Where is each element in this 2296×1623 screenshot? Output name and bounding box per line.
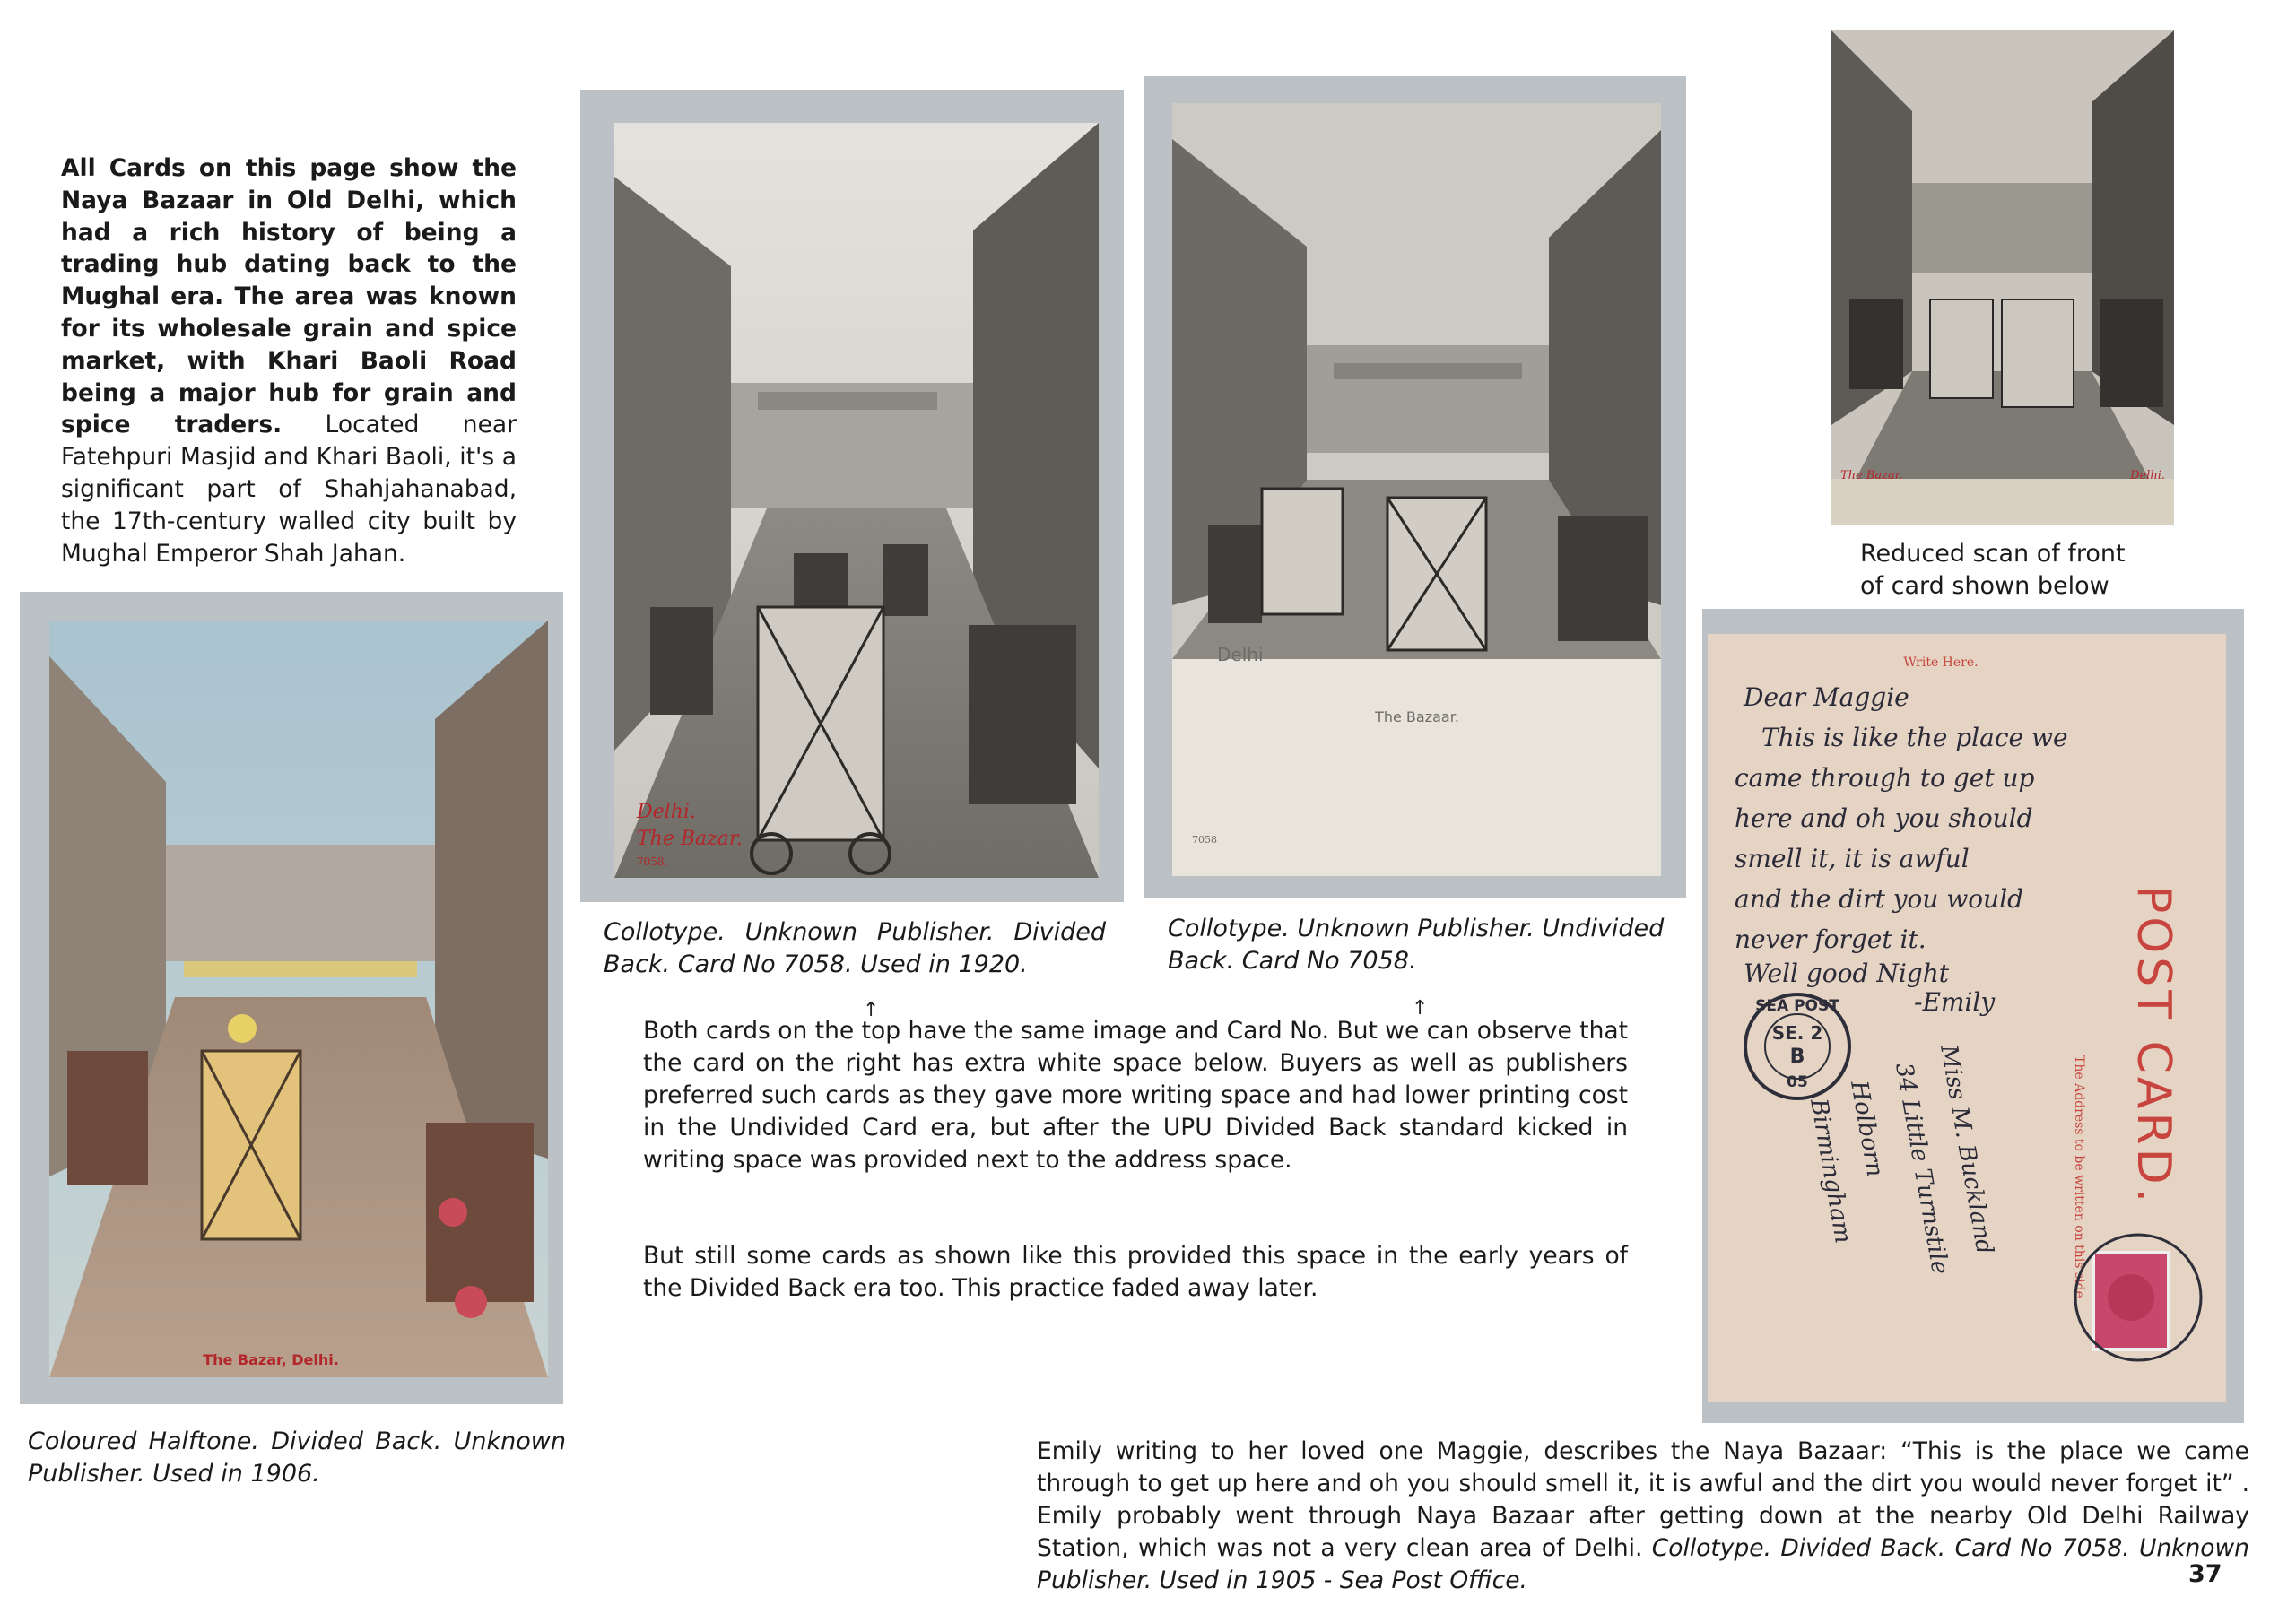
message-line-7: never forget it. bbox=[1735, 924, 1926, 954]
card2-number: 7058 bbox=[1192, 834, 1217, 846]
card1-caption-bottom: The Bazar. bbox=[637, 828, 743, 850]
postcard-back-illustration bbox=[1708, 634, 2226, 1402]
message-line-8: Well good Night bbox=[1744, 959, 1950, 988]
card3-caption-left: The Bazar. bbox=[1840, 469, 1903, 482]
arrow-up-icon-left: ↑ bbox=[863, 999, 880, 1021]
explanation-paragraph-2: But still some cards as shown like this provided this space in the early years of the Divided Back era too. This practice faded away later. bbox=[643, 1242, 1628, 1302]
card3-description: Reduced scan of front of card shown below bbox=[1860, 540, 2126, 600]
card2-description: Collotype. Unknown Publisher. Undivided Back. Card No 7058. bbox=[1168, 915, 1665, 975]
intro-paragraph bbox=[61, 152, 517, 569]
message-line-9: -Emily bbox=[1914, 987, 1996, 1017]
address-line-4: Birmingham bbox=[1805, 1097, 1857, 1245]
card2-street-illustration bbox=[1172, 103, 1661, 876]
card1-photo bbox=[614, 123, 1099, 878]
bottom-paragraph-italic: Collotype. Divided Back. Card No 7058. Unknown Publisher. Used in 1905 - Sea Post Office. bbox=[1037, 1534, 2249, 1594]
message-line-2: This is like the place we bbox=[1761, 723, 2068, 752]
card3-street-illustration bbox=[1831, 30, 2174, 525]
card4-street-illustration bbox=[49, 621, 548, 1377]
intro-bold-text: All Cards on this page show the Naya Bazaar in Old Delhi, which had a rich history of being a trading hub dating back to the Mughal era. The area was known for its wholesale grain and spice market, with Khari Baoli Road being a major hub for grain and spice traders. bbox=[61, 154, 517, 439]
card1-caption-top: Delhi. bbox=[637, 801, 696, 823]
card3-photo bbox=[1831, 30, 2174, 525]
explanation-paragraph-1: Both cards on the top have the same image and Card No. But we can observe that the card on the right has extra white space below. Buyers as well as publishers preferred such cards as they gave more writing space and had lower printing cost in the Undivided Card era, but after the UPU Divided Back standard kicked in writing space was provided next to the address space. bbox=[643, 1017, 1628, 1174]
bottom-paragraph bbox=[1037, 1436, 2249, 1597]
postcard-address-note: The Address to be written on this side. bbox=[2072, 1055, 2086, 1303]
postmark-line-1: SEA POST bbox=[1755, 997, 1839, 1015]
postcard-title: POST CARD. bbox=[2126, 885, 2180, 1207]
message-line-4: here and oh you should bbox=[1735, 803, 2033, 833]
card4-caption: The Bazar, Delhi. bbox=[203, 1351, 339, 1368]
postmark-line-4: 05 bbox=[1787, 1073, 1808, 1091]
card1-street-illustration bbox=[614, 123, 1099, 878]
page-number: 37 bbox=[2188, 1560, 2222, 1588]
card4-photo bbox=[49, 621, 548, 1377]
message-line-5: smell it, it is awful bbox=[1735, 844, 1970, 873]
message-line-1: Dear Maggie bbox=[1744, 682, 1909, 712]
arrow-up-icon-right: ↑ bbox=[1412, 997, 1429, 1020]
address-line-1: Miss M. Buckland bbox=[1935, 1043, 1998, 1257]
message-line-3: came through to get up bbox=[1735, 763, 2035, 793]
bottom-paragraph-plain: Emily writing to her loved one Maggie, describes the Naya Bazaar: “This is the place we came through to get up here and oh you should smell it, it is awful and the dirt you would never forget it” . Emily probably went through Naya Bazaar after getting down at the nearby Old Delhi Railway Station, which was not a very clean area of Delhi. bbox=[1037, 1437, 2249, 1562]
stamp-icon bbox=[2093, 1253, 2169, 1350]
card1-number: 7058. bbox=[637, 855, 668, 868]
card1-description: Collotype. Unknown Publisher. Divided Back. Card No 7058. Used in 1920. bbox=[604, 918, 1106, 978]
card3-caption-right: Delhi. bbox=[2130, 469, 2165, 482]
address-line-3: Holborn bbox=[1845, 1079, 1889, 1179]
postcard-back bbox=[1708, 634, 2226, 1402]
postmark-line-2: SE. 2 bbox=[1771, 1022, 1823, 1044]
intro-plain-text: Located near Fatehpuri Masjid and Khari Baoli, it's a significant part of Shahjahanabad, the 17th-century walled city built by Mughal Emperor Shah Jahan. bbox=[61, 411, 517, 568]
message-line-6: and the dirt you would bbox=[1735, 884, 2024, 914]
card2-caption-left: Delhi bbox=[1217, 644, 1264, 665]
postmark-line-3: B bbox=[1789, 1046, 1805, 1068]
postcard-write-here: Write Here. bbox=[1903, 655, 1979, 670]
address-line-2: 34 Little Turnstile bbox=[1890, 1061, 1954, 1277]
card2-photo bbox=[1172, 103, 1661, 876]
card4-description: Coloured Halftone. Divided Back. Unknown Publisher. Used in 1906. bbox=[28, 1428, 566, 1488]
card2-caption-center: The Bazaar. bbox=[1375, 708, 1459, 725]
